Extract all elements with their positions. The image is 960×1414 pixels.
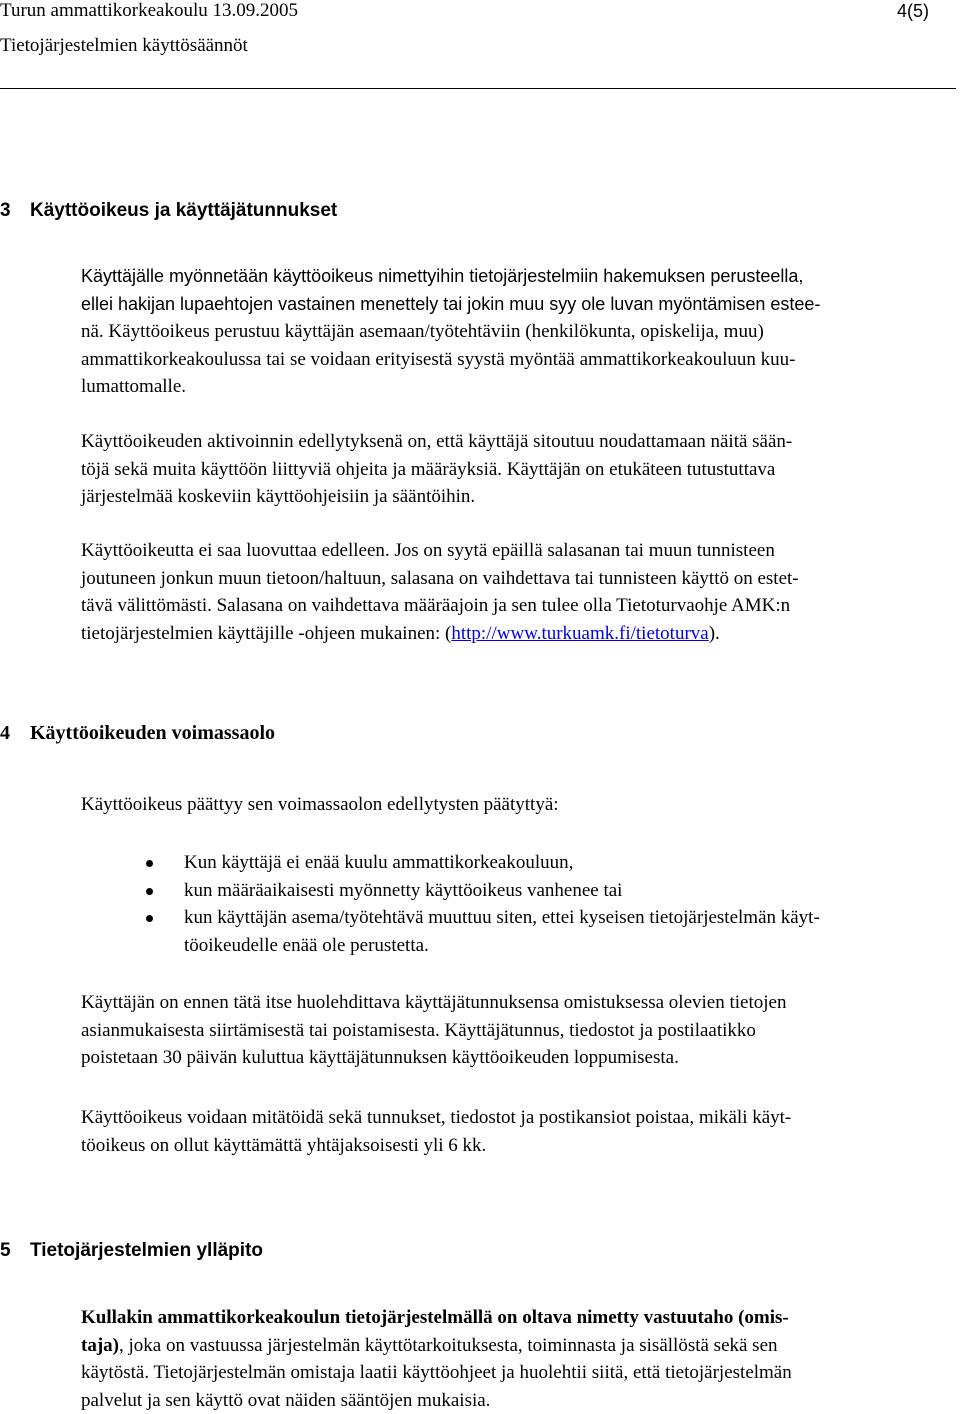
section-4-paragraph-2	[81, 989, 960, 1072]
text-line: palvelut ja sen käyttö ovat näiden sääntöjen mukaisia.	[81, 1387, 960, 1414]
header-institution-date: Turun ammattikorkeakoulu 13.09.2005	[0, 0, 298, 22]
section-number: 3	[0, 199, 30, 223]
bullet-icon	[146, 860, 153, 867]
bullet-icon	[146, 915, 153, 922]
header-rule	[0, 88, 956, 89]
text-line: poistetaan 30 päivän kuluttua käyttäjätunnuksen käyttöoikeuden loppumisesta.	[81, 1044, 960, 1072]
page-number: 4(5)	[897, 0, 929, 22]
text-line: töoikeus on ollut käyttämättä yhtäjaksoisesti yli 6 kk.	[81, 1132, 960, 1160]
text-line: ellei hakijan lupaehtojen vastainen menettely tai jokin muu syy ole luvan myöntämisen estee-	[81, 291, 960, 319]
bullet-icon	[146, 888, 153, 895]
bold-text: Kullakin ammattikorkeakoulun tietojärjestelmällä on oltava nimetty vastuutaho (omis-	[81, 1307, 789, 1328]
text-line: Käyttäjän on ennen tätä itse huolehdittava käyttäjätunnuksensa omistuksessa olevien tietojen	[81, 989, 960, 1017]
text-line: tävä välittömästi. Salasana on vaihdettava määräajoin ja sen tulee olla Tietoturvaohje AMK:n	[81, 592, 960, 620]
text-line: käytöstä. Tietojärjestelmän omistaja laatii käyttöohjeet ja huolehtii siitä, että tietojärjestelmän	[81, 1359, 960, 1387]
section-number: 5	[0, 1239, 30, 1263]
section-5-paragraph-1	[81, 1304, 960, 1414]
section-3-heading	[0, 199, 337, 223]
text-line: Käyttöoikeus päättyy sen voimassaolon edellytysten päätyttyä:	[81, 791, 960, 819]
list-item	[146, 849, 960, 877]
text-line: ammattikorkeakoulussa tai se voidaan erityisestä syystä myöntää ammattikorkeakouluun kuu-	[81, 346, 960, 374]
text-line: Käyttäjälle myönnetään käyttöoikeus nimettyihin tietojärjestelmiin hakemuksen perusteella,	[81, 263, 960, 291]
text-line: Käyttöoikeuden aktivoinnin edellytyksenä on, että käyttäjä sitoutuu noudattamaan näitä sään-	[81, 428, 960, 456]
section-4-bullet-list	[146, 849, 960, 959]
section-3-paragraph-3	[81, 537, 960, 647]
text-line: asianmukaisesta siirtämisestä tai poistamisesta. Käyttäjätunnus, tiedostot ja postilaatikko	[81, 1017, 960, 1045]
text-line: Käyttöoikeus voidaan mitätöidä sekä tunnukset, tiedostot ja postikansiot poistaa, mikäli käyt-	[81, 1104, 960, 1132]
text-line	[81, 1304, 960, 1332]
section-title: Käyttöoikeus ja käyttäjätunnukset	[30, 200, 337, 221]
section-3-paragraph-2	[81, 428, 960, 511]
text-line: järjestelmää koskeviin käyttöohjeisiin ja sääntöihin.	[81, 483, 960, 511]
section-5-heading	[0, 1239, 263, 1263]
section-4-heading	[0, 721, 275, 745]
text-fragment: ).	[709, 623, 720, 644]
text-line: joutuneen jonkun muun tietoon/haltuun, salasana on vaihdettava tai tunnisteen käyttö on estet-	[81, 565, 960, 593]
document-title: Tietojärjestelmien käyttösäännöt	[0, 35, 248, 57]
section-number: 4	[0, 721, 30, 745]
text-line: töoikeudelle enää ole perustetta.	[146, 932, 960, 960]
bold-text: taja)	[81, 1335, 119, 1356]
section-title: Tietojärjestelmien ylläpito	[30, 1240, 263, 1261]
section-4-paragraph-3	[81, 1104, 960, 1159]
text-line: lumattomalle.	[81, 373, 960, 401]
text-line: kun määräaikaisesti myönnetty käyttöoikeus vanhenee tai	[146, 877, 960, 905]
text-line: Kun käyttäjä ei enää kuulu ammattikorkeakouluun,	[146, 849, 960, 877]
list-item	[146, 877, 960, 905]
text-line: nä. Käyttöoikeus perustuu käyttäjän asemaan/työtehtäviin (henkilökunta, opiskelija, muu)	[81, 318, 960, 346]
text-line: kun käyttäjän asema/työtehtävä muuttuu siten, ettei kyseisen tietojärjestelmän käyt-	[146, 904, 960, 932]
text-line: töjä sekä muita käyttöön liittyviä ohjeita ja määräyksiä. Käyttäjän on etukäteen tutustuttava	[81, 456, 960, 484]
text-fragment: , joka on vastuussa järjestelmän käyttötarkoituksesta, toiminnasta ja sisällöstä sekä sen	[119, 1335, 778, 1356]
text-line	[81, 620, 960, 648]
text-line	[81, 1332, 960, 1360]
tietoturva-link[interactable]: http://www.turkuamk.fi/tietoturva	[451, 623, 708, 644]
list-item	[146, 904, 960, 959]
section-title: Käyttöoikeuden voimassaolo	[30, 722, 275, 744]
text-fragment: tietojärjestelmien käyttäjille -ohjeen mukainen: (	[81, 623, 451, 644]
section-4-intro	[81, 791, 960, 819]
section-3-paragraph-1	[81, 263, 960, 401]
text-line: Käyttöoikeutta ei saa luovuttaa edelleen. Jos on syytä epäillä salasanan tai muun tunnisteen	[81, 537, 960, 565]
